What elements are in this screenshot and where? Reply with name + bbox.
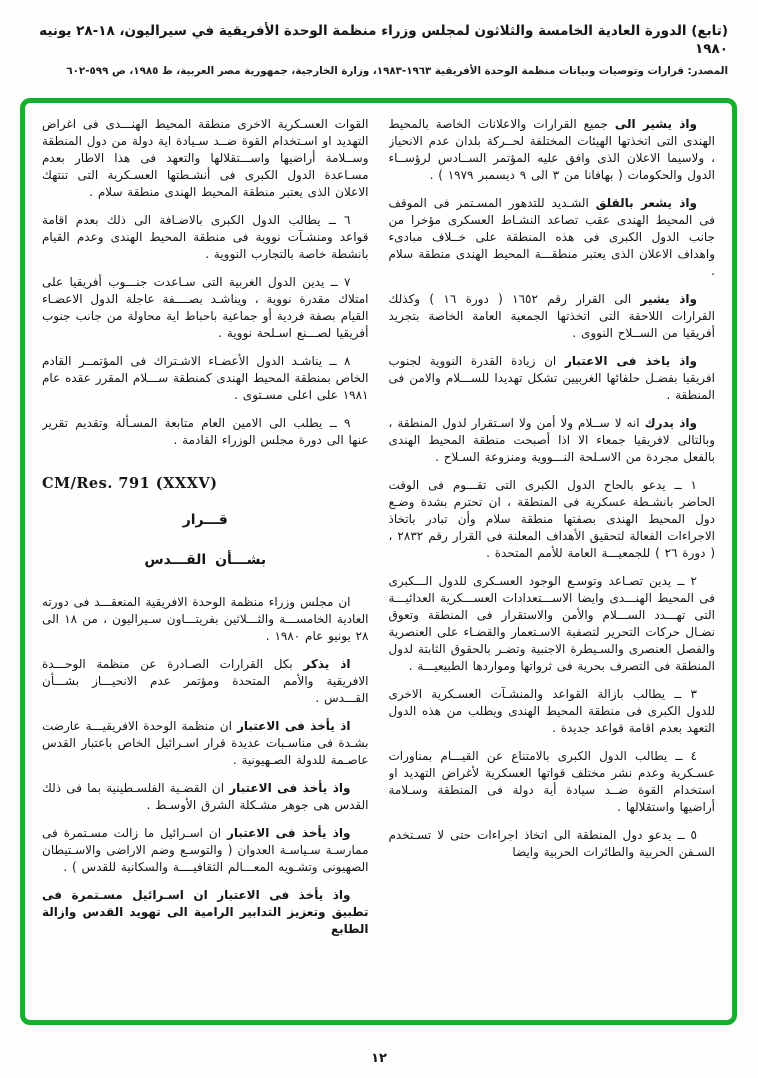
session-title: (تابع) الدورة العادية الخامسة والثلاثون لمجلس وزراء منظمة الوحدة الأفريقية في سيراليون، ١٨-٢٨ يونيه ١٩٨٠ bbox=[39, 23, 728, 58]
paragraph: واذ يأخذ فى الاعتبار ان القضـية الفلسـطينية بما فى ذلك القدس هى جوهر مشـكلة الشرق الأوسـط . bbox=[42, 781, 369, 812]
paragraph-lead: واذ يأخذ فى الاعتبار bbox=[217, 888, 351, 902]
paragraph-lead: واذ يشعر بالقلق bbox=[595, 196, 697, 210]
page-number: ١٢ bbox=[371, 1051, 387, 1066]
paragraph: واذ يشير الى جميع القرارات والاعلانات الخاصة بالمحيط الهندى التى اتخذتها الهيئات المختلفة لحــركة بلدان عدم الانحياز ، ولاسيما الاعلان الذى وافق عليه المؤتمر الســادس لرؤســاء الدول والحكومات ( بهافانا من ٣ الى ٩ ديسمبر ١٩٧٩ ) . bbox=[388, 117, 715, 182]
section-subtitle: بشـــأن القـــدس bbox=[144, 552, 267, 568]
two-column-layout bbox=[25, 103, 732, 1020]
column-left bbox=[42, 116, 369, 1007]
paragraph: ٤ ــ يطالب الدول الكبرى بالامتناع عن القيـــام بمناورات عسـكرية وعدم نشر مختلف قواتها العسكرية لأغراض التهديد او استخدام القوة ضــد سيادة أية دولة فى المنطقة وسـلامة أراضيها واستقلالها . bbox=[388, 749, 715, 814]
paragraph-lead: واذ يدرك bbox=[644, 416, 697, 430]
green-content-frame bbox=[20, 98, 737, 1025]
paragraph: ٩ ــ يطلب الى الامين العام متابعة المسـألة وتقديم تقرير عنها الى دورة مجلس الوزراء القادمة . bbox=[42, 416, 369, 447]
paragraph-lead: اذ يذكر bbox=[303, 657, 351, 671]
paragraph: ٧ ــ يدين الدول الغربية التى سـاعدت جنـــوب أفريقيا على امتلاك مقدرة نووية ، ويناشـد بصــــفة عاجلة الدول الاعضـاء القيام بصفة فردية أو جماعية باحباط اية محاولة من جانب جنوب أفريقيا لصـــنع اسـلحة نووية . bbox=[42, 275, 369, 340]
paragraph-lead: واذ يأخذ فى الاعتبار bbox=[229, 781, 351, 795]
resolution-791-body bbox=[42, 594, 369, 938]
paragraph: واذ يأخذ فى الاعتبار ان اسـرائيل ما زالت مسـتمرة فى ممارسـة سـياسـة العدوان ( والتوسـع وضم الاراضى والاسـتيطان الصهيونى وتشـويه المعـــالم الثقافيــــة والسكانية للقدس ) . bbox=[42, 826, 369, 874]
section-title: قـــرار bbox=[182, 512, 228, 528]
paragraph: ١ ــ يدعو بالحاح الدول الكبرى التى تقـــوم فى الوقت الحاضر بانشـطة عسكرية فى المنطقة ، ان تحترم بشدة وضـع دول المحيط الهندى بصفتها منطقة سلام وأن تبادر باتخاذ الاجراءات الفعالة لتحقيق الأهداف المعلنة فى القرار رقم ٢٨٣٢ ، ( دورة ٢٦ ) للجمعيـــة العامة للأمم المتحدة . bbox=[388, 478, 715, 560]
paragraph-lead: اذ يأخذ فى الاعتبار bbox=[236, 719, 351, 733]
paragraph-lead: واذ يشير الى bbox=[614, 117, 697, 131]
paragraph-lead: واذ يأخذ فى الاعتبار bbox=[226, 826, 351, 840]
paragraph: اذ يذكر بكل القرارات الصـادرة عن منظمة الوحـــدة الافريقية والأمم المتحدة ومؤتمر عدم الانحيـــاز بشـــأن القـــدس . bbox=[42, 657, 369, 705]
paragraph: ٦ ــ يطالب الدول الكبرى بالاضـافة الى ذلك بعدم اقامة قواعد ومنشـآت نووية فى منطقة المحيط الهندى وعدم القيام بانشطة خاصة بالتجارب النووية . bbox=[42, 213, 369, 261]
paragraph: اذ يأخذ فى الاعتبار ان منظمة الوحدة الافريقيـــة عارضت بشـدة فى مناسـبات عديدة قرار اسـرائيل الخاص باعتبار القدس عاصـمة للدولة الصـهيونية . bbox=[42, 719, 369, 767]
paragraph: واذ يشعر بالقلق الشـديد للتدهور المسـتمر فى الموقف فى المحيط الهندى عقب تصاعد النشـاط العسكرى مؤخرا من جانب الدول الكبرى فى هذه المنطقة على خــلاف مبادىء واهداف الاعلان الذى يعتبر منطقـــة المحيط الهندى منطقة سلام . bbox=[388, 196, 715, 278]
paragraph: ان مجلس وزراء منظمة الوحدة الافريقية المنعقـــد فى دورته العادية الخامســـة والثـــلاثين بفريتـــاون سـيراليون ، من ١٨ الى ٢٨ يونيو عام ١٩٨٠ . bbox=[42, 595, 369, 643]
paragraph: القوات العسـكرية الاخرى منطقة المحيط الهنـــدى فى اغراض التهديد او اسـتخدام القوة ضــد سـيادة اية دولة من دول المنطقة وســلامة أراضيها واســـتقلالها والتعهد فى هذا الاطار بعدم مسـاعدة الدول الكبرى فى أنشـطتها العسـكرية التى تنتهك الاعلان الذى يعتبر منطقة المحيط الهندى منطقة سلام . bbox=[42, 117, 369, 199]
paragraph: واذ ياخذ فى الاعتبار ان زيادة القدرة النووية لجنوب افريقيا بفضـل حلفائها الغربيين تشكل تهديدا للســـلام والامن فى المنطقة . bbox=[388, 354, 715, 402]
paragraph: واذ يأخذ فى الاعتبار ان اسـرائيل مسـتمرة فى تطبيق وتعزيز التدابير الرامية الى تهويد القدس وازالة الطابع bbox=[42, 888, 369, 936]
paragraph: ٨ ــ يناشـد الدول الأعضـاء الاشـتراك فى المؤتمــر القادم الخاص بمنطقة المحيط الهندى كمنطقة ســـلام المقرر عقده عام ١٩٨١ على اعلى مسـتوى . bbox=[42, 354, 369, 402]
paragraph-lead: واذ يشير bbox=[640, 292, 697, 306]
paragraph: ٢ ــ يدين تصـاعد وتوسـع الوجود العسـكرى للدول الـــكبرى فى المحيط الهنـــدى وايضا الاســـتعدادات العســـكرية العدائيـــة التى تهـــدد الســـلام والأمن والاستقرار فى المنطقة وتعوق نضـال حركات التحرير لتصفية الاسـتعمار والقضـاء على العنصرية والفصل العنصرى والسـيطرة الاجنبية وتضـر بالحقوق الثابتة لدول المنطقة فى التصرف بحرية فى ثرواتها ومواردها الطبيعيـــة . bbox=[388, 574, 715, 673]
page-header bbox=[28, 22, 728, 77]
paragraph-lead: واذ ياخذ فى الاعتبار bbox=[564, 354, 697, 368]
paragraph: واذ يدرك انه لا ســلام ولا أمن ولا اسـتقرار لدول المنطقة ، وبالتالى لافريقيا جمعاء الا اذا أصبحت منطقة المحيط الهندى بالفعل مجردة من الاسـلحة النـــووية ومنزوعة السـلاح . bbox=[388, 416, 715, 464]
paragraph: ٥ ــ يدعو دول المنطقة الى اتخاذ اجراءات حتى لا تسـتخدم السـفن الحربية والطائرات الحربية وايضا bbox=[388, 828, 715, 859]
source-citation: المصدر: قرارات وتوصيات وبيانات منظمة الوحدة الأفريقية ١٩٦٣-١٩٨٣، وزارة الخارجية، جمهورية مصر العربية، ط ١٩٨٥، ص ٥٩٩-٦٠٢ bbox=[66, 65, 728, 78]
resolution-790-continuation bbox=[42, 116, 369, 449]
paragraph: ٣ ــ يطالب بازالة القواعد والمنشـآت العسـكرية الاخرى للدول الكبرى فى منطقة المحيط الهندى ويطلب من هذه الدول التعهد بعدم اقامة قواعد جديدة . bbox=[388, 687, 715, 735]
column-right bbox=[389, 116, 716, 1007]
resolution-code: CM/Res. 791 (XXXV) bbox=[42, 475, 218, 492]
paragraph: واذ يشير الى القرار رقم ١٦٥٢ ( دورة ١٦ ) وكذلك القرارات اللاحقة التى اتخذتها الجمعية العامة الخاصة بتجريد أفريقيا من الســلاح النووى . bbox=[388, 292, 715, 340]
